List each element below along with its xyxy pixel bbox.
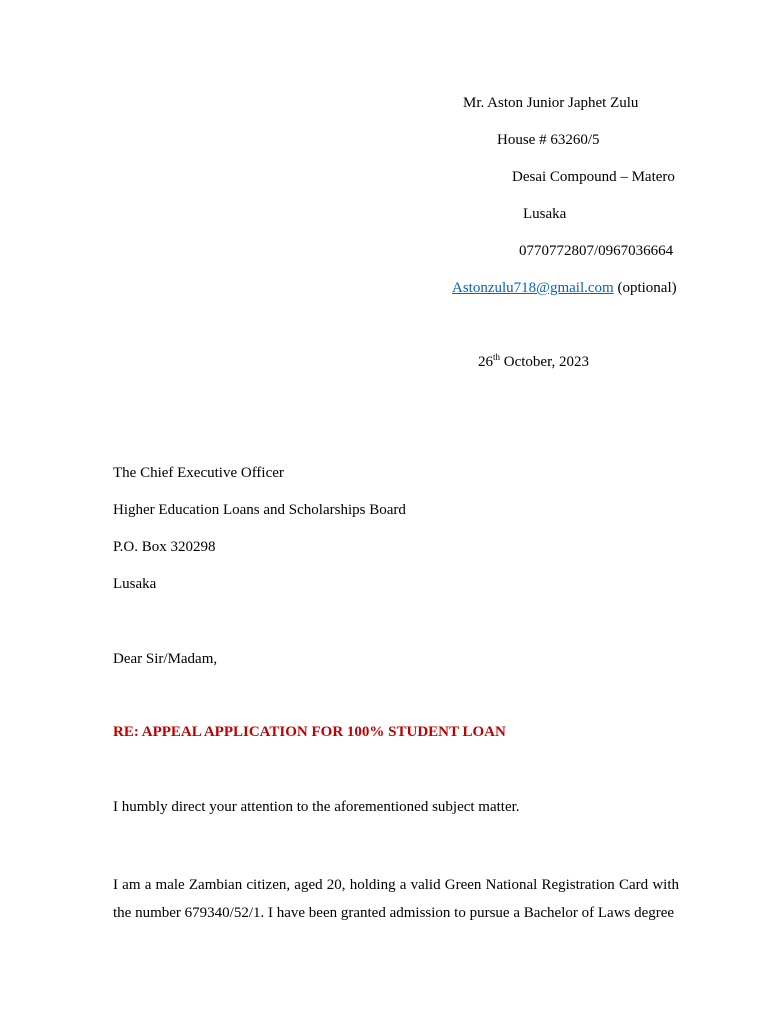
subject-line: RE: APPEAL APPLICATION FOR 100% STUDENT LOAN [113,724,506,740]
date-suffix: th [493,352,501,362]
recipient-po-box: P.O. Box 320298 [113,539,216,555]
sender-house: House # 63260/5 [497,132,600,148]
recipient-city: Lusaka [113,576,157,592]
sender-phone: 0770772807/0967036664 [519,243,674,259]
salutation: Dear Sir/Madam, [113,651,218,667]
sender-compound: Desai Compound – Matero [512,169,675,185]
sender-email-note: (optional) [617,280,677,296]
recipient-organization: Higher Education Loans and Scholarships Board [113,502,406,518]
paragraph-details: I am a male Zambian citizen, aged 20, holding a valid Green National Registration Card with the number 679340/52/1. I have been granted admission to pursue a Bachelor of Laws degree [113,877,679,921]
sender-email-link[interactable]: Astonzulu718@gmail.com [452,280,614,296]
date-day: 26 [478,354,493,370]
letter-date [478,353,589,371]
sender-name: Mr. Aston Junior Japhet Zulu [463,95,639,111]
sender-city: Lusaka [523,206,567,222]
paragraph-intro: I humbly direct your attention to the aforementioned subject matter. [113,799,520,815]
recipient-title: The Chief Executive Officer [113,465,284,481]
date-rest: October, 2023 [500,354,589,370]
sender-email-line [452,279,677,297]
